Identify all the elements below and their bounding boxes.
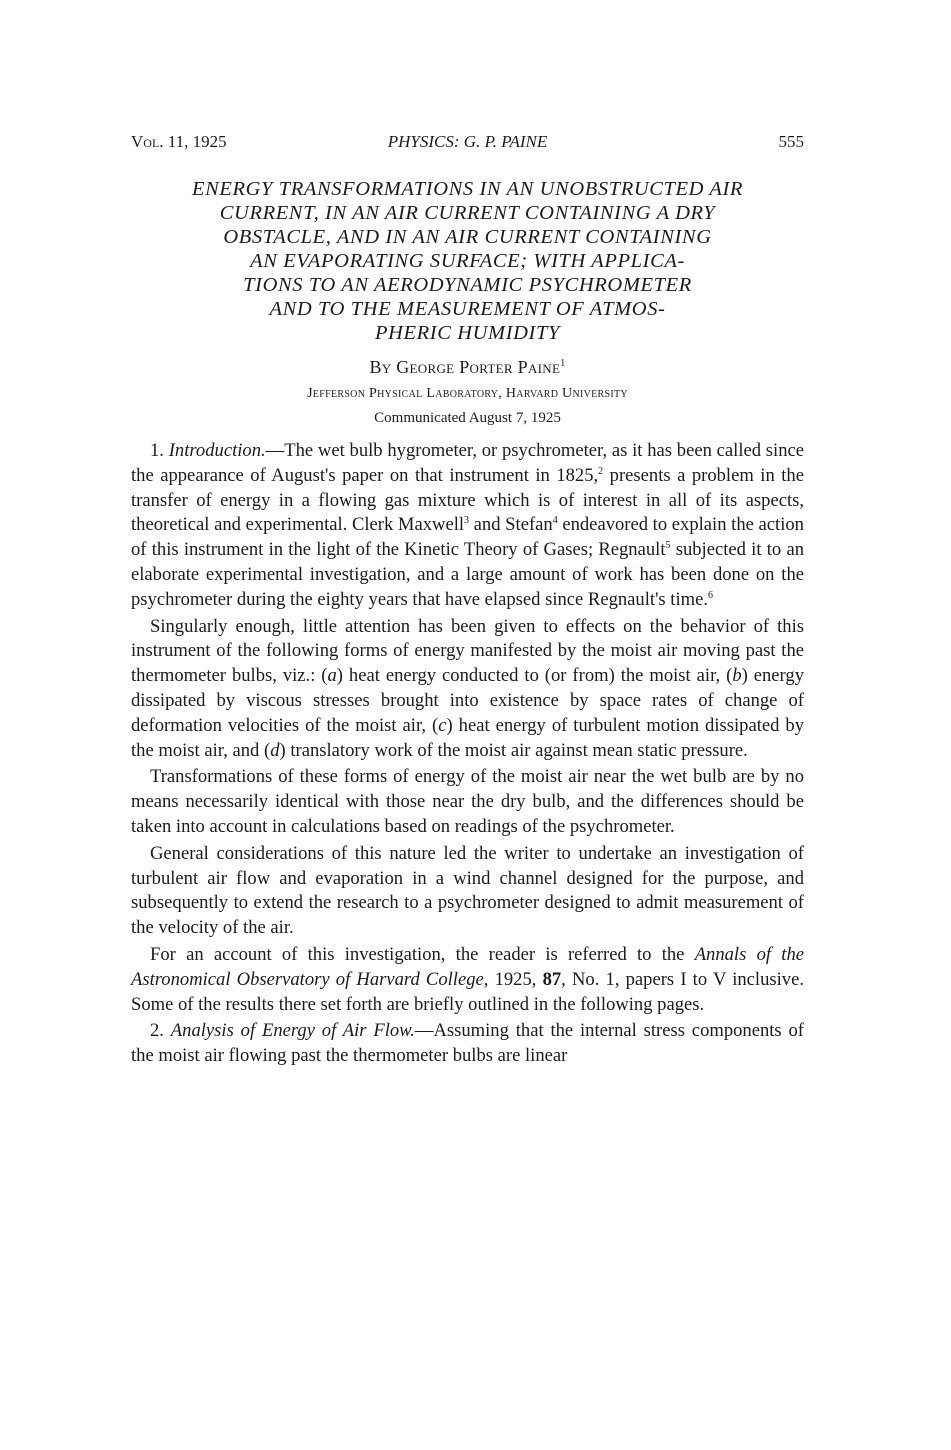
title-line: ENERGY TRANSFORMATIONS IN AN UNOBSTRUCTED AIR (191, 178, 744, 200)
text-run: Singularly enough, little attention has been given to effects on the behavior of this instrument of the following forms of energy manifested by the moist air moving past the thermometer bulbs, viz.: ( (131, 615, 804, 687)
text-run: ) heat energy of turbulent motion dissipated by the moist air, and ( (131, 714, 804, 761)
author-name: By George Porter Paine (369, 357, 561, 377)
title-line: CURRENT, IN AN AIR CURRENT CONTAINING A DRY (219, 202, 716, 224)
section-heading: Analysis of Energy of Air Flow. (170, 1020, 415, 1042)
text-run: subjected it to an elaborate experimental investigation, and a large amount of work has been done on the psychrometer during the eighty years that have elapsed since Regnault's time. (131, 539, 804, 610)
text-run: endeavored to explain the action of this instrument in the light of the Kinetic Theory of Gases; Regnault (131, 514, 804, 561)
running-head (131, 132, 804, 158)
paragraph-transformations: Transformations of these forms of energy of the moist air near the wet bulb are by no means necessarily identical with those near the dry bulb, and the differences should be taken into account in calculations based on readings of the psychrometer. (131, 766, 804, 837)
text-run: ) translatory work of the moist air against mean static pressure. (279, 739, 748, 761)
text-run: ) heat energy conducted to (or from) the moist air, ( (336, 665, 733, 687)
section-number: 2. (150, 1020, 164, 1042)
communicated-date: Communicated August 7, 1925 (374, 410, 561, 426)
paragraph-introduction (131, 439, 804, 613)
running-title: PHYSICS: G. P. PAINE (387, 132, 548, 151)
page-number: 555 (778, 132, 804, 151)
title-line: AND TO THE MEASUREMENT OF ATMOS- (269, 298, 666, 320)
article-body (131, 439, 804, 1069)
list-marker: d (270, 739, 280, 761)
section-number: 1. (150, 440, 164, 461)
footnote-ref: 4 (552, 515, 558, 527)
article-title (131, 177, 804, 345)
footnote-ref: 5 (665, 540, 671, 551)
text-run: —The wet bulb hygrometer, or psychrometer, as it has been called since the appearance of August's paper on that instrument in 1825, (131, 440, 805, 486)
author-affiliation: Jefferson Physical Laboratory, Harvard University (307, 386, 628, 401)
footnote-ref: 3 (464, 515, 470, 527)
text-run: , 1925, (483, 968, 543, 990)
journal-volume: 87 (542, 968, 562, 990)
section-heading: Introduction. (168, 440, 266, 461)
text-run: presents a problem in the transfer of energy in a flowing gas mixture which is of interest in all of its aspects, theoretical and experimental. Clerk Maxwell (131, 464, 804, 536)
text-run: For an account of this investigation, the reader is referred to the (150, 943, 695, 965)
title-line: TIONS TO AN AERODYNAMIC PSYCHROMETER (243, 274, 692, 296)
text-run: —Assuming that the internal stress components of the moist air flowing past the thermometer bulbs are linear (131, 1020, 804, 1067)
paragraph-analysis (131, 1019, 804, 1069)
list-marker: c (438, 714, 447, 736)
title-line: OBSTACLE, AND IN AN AIR CURRENT CONTAINING (223, 226, 712, 248)
author-byline (131, 357, 804, 378)
text-run: ) energy dissipated by viscous stresses brought into existence by space rates of change of deformation velocities of the moist air, ( (131, 665, 804, 736)
footnote-ref: 6 (708, 589, 713, 601)
text-run: and Stefan (469, 514, 553, 536)
footnote-mark: 1 (560, 358, 566, 369)
paragraph-reference (131, 943, 804, 1017)
text-run: , No. 1, papers I to V inclusive. Some of the results there set forth are briefly outlined in the following pages. (131, 968, 804, 1015)
list-marker: b (732, 665, 742, 687)
title-line: PHERIC HUMIDITY (375, 322, 560, 344)
paragraph-energy-forms (131, 615, 804, 764)
journal-title: Annals of the Astronomical Observatory of Harvard College (131, 943, 804, 990)
volume-label: Vol. 11, 1925 (131, 132, 227, 151)
paragraph-investigation: General considerations of this nature led the writer to undertake an investigation of turbulent air flow and evaporation in a wind channel designed for the purpose, and subsequently to extend the research to a psychrometer designed to admit measurement of the velocity of the air. (131, 842, 804, 939)
paper-page (131, 132, 804, 1069)
title-line: AN EVAPORATING SURFACE; WITH APPLICA- (250, 250, 685, 272)
footnote-ref: 2 (598, 465, 604, 477)
list-marker: a (327, 665, 337, 687)
